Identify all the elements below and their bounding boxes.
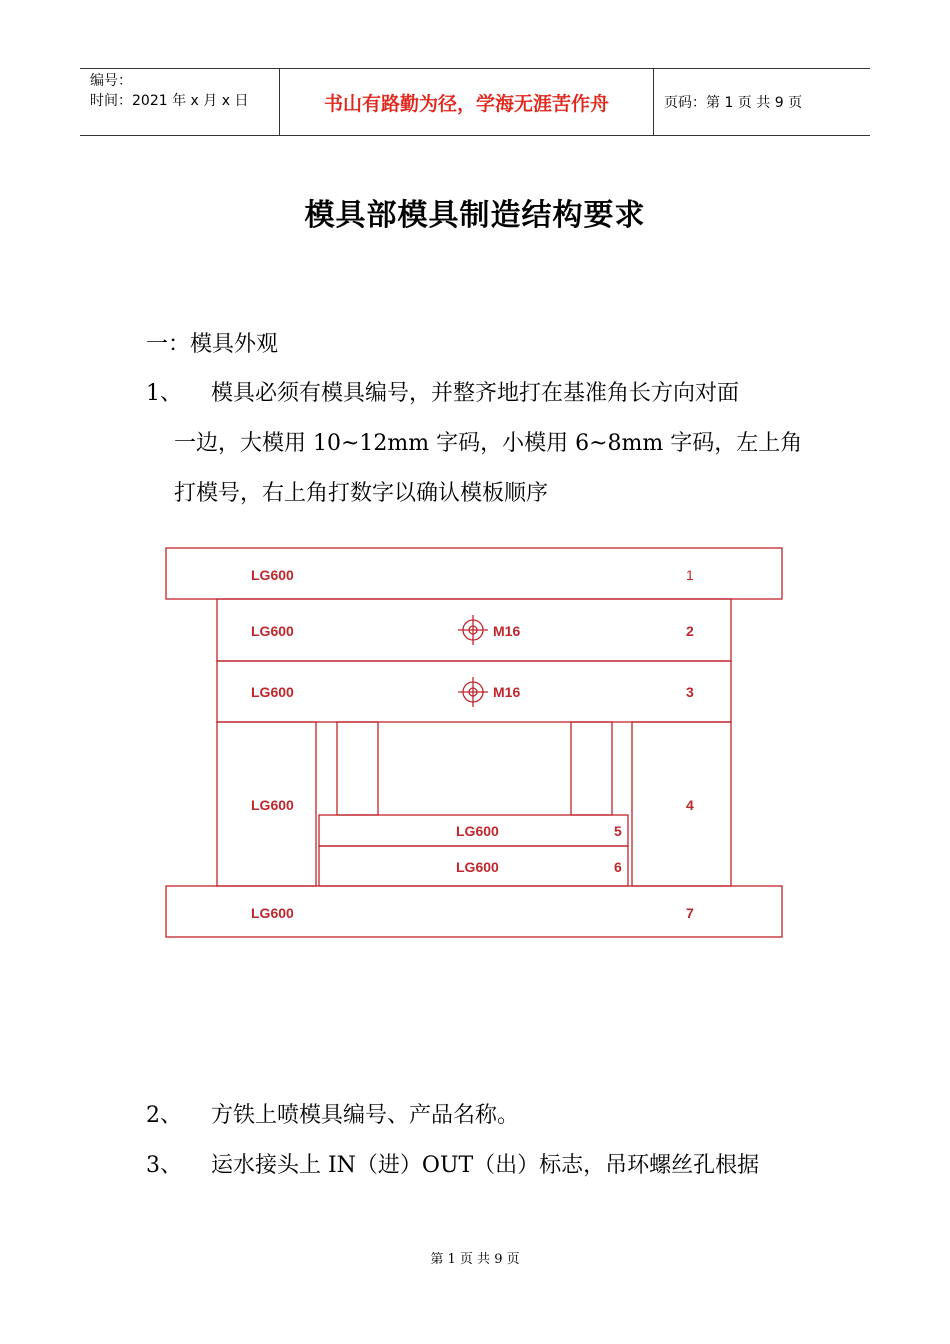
plate-3-mark: M16 [493,684,521,700]
plate-3-code: LG600 [251,684,294,700]
header-time-label: 时间：2021 年 x 月 x 日 [90,93,249,109]
section1-heading: 一：模具外观 [146,332,279,357]
plate-1-code: LG600 [251,567,294,583]
support-pillar-left [337,722,378,815]
m16-target-icon [458,677,488,707]
plate-4-number: 4 [686,797,694,813]
item3-number: 3、 [146,1153,182,1178]
header-page-info: 页码：第 1 页 共 9 页 [664,95,803,111]
plate-2-number: 2 [686,623,694,639]
plate-6-number: 6 [614,859,622,875]
item2-number: 2、 [146,1103,182,1128]
page-title: 模具部模具制造结构要求 [304,198,646,233]
plate-6-code: LG600 [456,859,499,875]
page-footer: 第 1 页 共 9 页 [430,1252,520,1267]
item1-line3: 打模号，右上角打数字以确认模板顺序 [174,481,549,506]
plate-4-right-block [632,722,731,886]
plate-1-number: 1 [686,567,694,583]
header-motto: 书山有路勤为径，学海无涯苦作舟 [280,69,654,135]
plate-7-number: 7 [686,905,694,921]
item3-text: 运水接头上 IN（进）OUT（出）标志，吊环螺丝孔根据 [211,1153,760,1178]
item1-line1: 模具必须有模具编号，并整齐地打在基准角长方向对面 [211,381,740,406]
plate-5-number: 5 [614,823,622,839]
plate-2-code: LG600 [251,623,294,639]
plate-7-code: LG600 [251,905,294,921]
plate-5-code: LG600 [456,823,499,839]
plate-4-code: LG600 [251,797,294,813]
plate-3-number: 3 [686,684,694,700]
item2-text: 方铁上喷模具编号、产品名称。 [211,1103,520,1128]
item1-line2: 一边，大模用 10~12mm 字码，小模用 6~8mm 字码，左上角 [174,431,803,456]
item1-number: 1、 [146,381,182,406]
m16-target-icon [458,615,488,645]
plate-2-mark: M16 [493,623,521,639]
support-pillar-right [571,722,612,815]
header-number-label: 编号： [90,73,132,89]
